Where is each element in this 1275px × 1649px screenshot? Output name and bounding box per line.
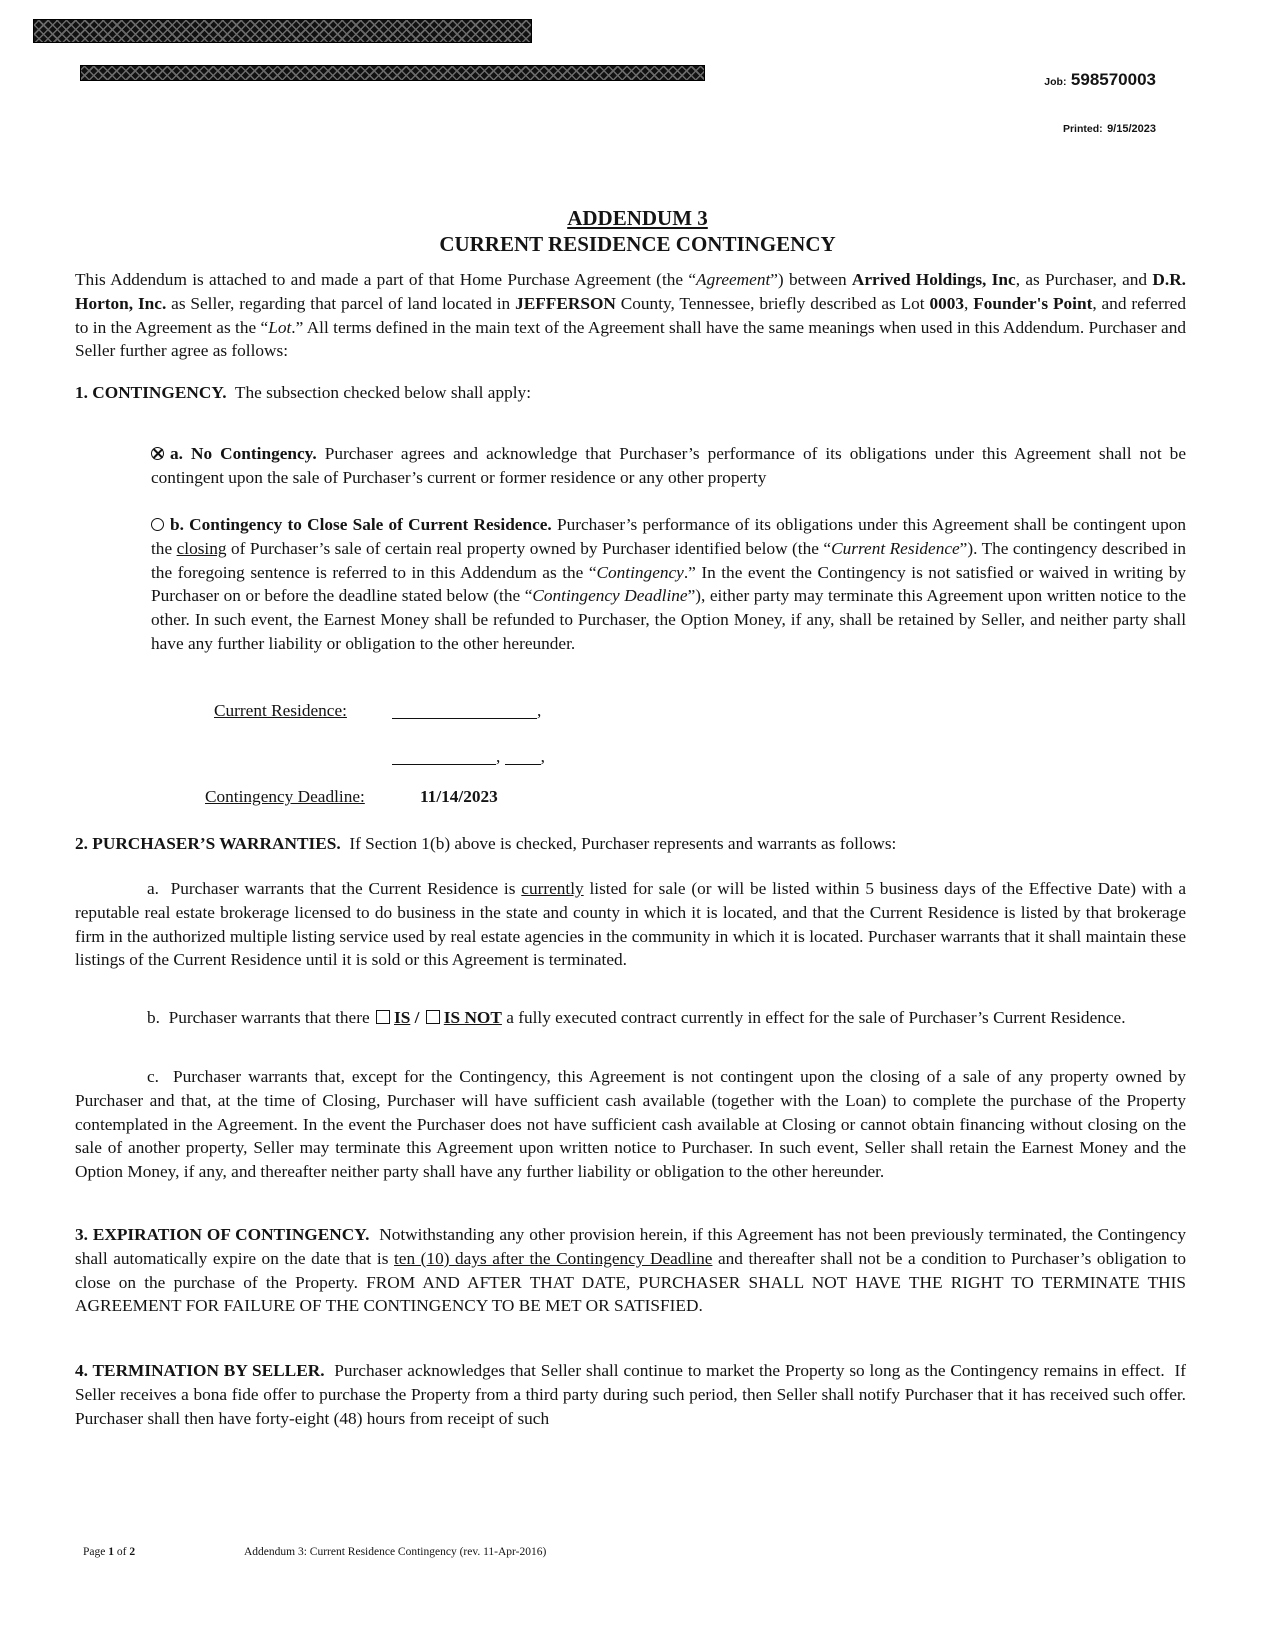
text-run: 3. EXPIRATION OF CONTINGENCY.	[75, 1225, 370, 1244]
text-run: 4. TERMINATION BY SELLER.	[75, 1361, 325, 1380]
radio-unchecked-icon[interactable]	[151, 518, 164, 531]
text-run: This Addendum is attached to and made a part of that Home Purchase Agreement (the “	[75, 270, 697, 289]
warranty-b-post: a fully executed contract currently in effect for the sale of Purchaser’s Current Residence.	[506, 1008, 1126, 1027]
text-run: , as Purchaser, and	[1015, 270, 1153, 289]
text-run: Current Residence	[831, 538, 960, 558]
is-not-label: IS NOT	[443, 1008, 502, 1027]
text-run: ten (10) days after the Contingency Deadline	[394, 1248, 713, 1268]
warranty-c	[75, 1065, 1186, 1184]
page-total: 2	[129, 1546, 136, 1558]
text-run: b. Contingency to Close Sale of Current Residence.	[170, 515, 552, 534]
is-not-checkbox[interactable]	[426, 1010, 440, 1024]
printed-date	[1063, 119, 1156, 137]
text-run: 0003	[929, 293, 965, 313]
option-b-text	[151, 515, 1186, 653]
text-run: ,	[964, 293, 974, 313]
current-residence-label: Current Residence:	[214, 701, 347, 720]
contingency-deadline-value: 11/14/2023	[420, 787, 498, 806]
job-value: 598570003	[1070, 70, 1156, 89]
section-1-heading	[75, 381, 1186, 405]
text-run: Purchaser’s performance of its obligations under this Agreement shall be contingent upon the	[151, 515, 1186, 558]
text-run: a. No Contingency.	[170, 444, 317, 463]
page-word: Page	[83, 1546, 106, 1558]
warranty-a	[75, 877, 1186, 972]
text-run: .” In the event the Contingency is not satisfied or waived in writing by Purchaser on or before the deadline stated below (the “	[151, 562, 1186, 606]
current-residence-city-state[interactable]: , ,	[392, 747, 545, 767]
text-run: Notwithstanding any other provision herein, if this Agreement has not been previously terminated, the Contingency shall automatically expire on the date that is	[75, 1225, 1186, 1268]
text-run: Arrived Holdings, Inc	[851, 270, 1016, 289]
text-run: County, Tennessee, briefly described as Lot	[615, 293, 930, 313]
printed-value: 9/15/2023	[1107, 123, 1156, 135]
state-blank[interactable]	[505, 748, 541, 765]
section-2-heading	[75, 832, 1186, 856]
contingency-deadline-label: Contingency Deadline:	[205, 787, 365, 806]
text-run: Contingency Deadline	[532, 586, 688, 606]
text-run: , and referred to in the Agreement as the “	[75, 293, 1186, 337]
job-label: Job:	[1044, 76, 1067, 88]
text-run: Agreement	[696, 270, 771, 289]
section-2-text: If Section 1(b) above is checked, Purchaser represents and warrants as follows:	[349, 834, 897, 853]
text-run: .” All terms defined in the main text of the Agreement shall have the same meanings when used in this Addendum. Purchaser and Seller further agree as follows:	[75, 317, 1186, 361]
redaction-bar-top	[33, 19, 532, 43]
radio-checked-icon[interactable]	[151, 447, 164, 460]
text-run: D.R. Horton, Inc.	[75, 270, 1186, 313]
option-b-contingency[interactable]	[151, 513, 1186, 656]
intro-paragraph	[75, 268, 1186, 363]
text-run: c. Purchaser warrants that, except for the Contingency, this Agreement is not contingent upon the closing of a sale of any property owned by Purchaser and that, at the time of Closing, Purchaser will have sufficient cash available (together with the Loan) to complete the purchase of the Property contemplated in the Agreement. In the event the Purchaser does not have sufficient cash available at Closing or cannot obtain financing without closing on the sale of another property, Seller may terminate this Agreement upon written notice to Purchaser. In such event, Seller shall retain the Earnest Money and the Option Money, if any, and thereafter neither party shall have any further liability or obligation to the other hereunder.	[75, 1067, 1186, 1182]
printed-label: Printed:	[1062, 123, 1103, 135]
section-2-title: 2. PURCHASER’S WARRANTIES.	[75, 834, 341, 853]
option-a-no-contingency[interactable]	[151, 442, 1186, 490]
city-blank[interactable]	[392, 748, 496, 765]
text-run: closing	[176, 538, 227, 558]
form-name: Addendum 3: Current Residence Contingency (rev. 11-Apr-2016)	[244, 1546, 547, 1558]
addendum-subtitle: CURRENT RESIDENCE CONTINGENCY	[439, 232, 836, 256]
of-word: of	[116, 1546, 127, 1558]
text-run: listed for sale (or will be listed within 5 business days of the Effective Date) with a reputable real estate brokerage licensed to do business in the state and county in which it is located, and that the Current Residence is listed by that brokerage firm in the authorized multiple listing service used by real estate agencies in the community in which it is located. Purchaser warrants that it shall maintain these listings of the Current Residence until it is sold or this Agreement is terminated.	[75, 879, 1186, 970]
section-1-title: 1. CONTINGENCY.	[75, 383, 227, 402]
text-run: ”). The contingency described in the foregoing sentence is referred to in this Addendum as the “	[151, 538, 1186, 582]
text-run: Contingency	[596, 562, 684, 582]
text-run: currently	[521, 879, 584, 898]
text-run: a. Purchaser warrants that the Current Residence is	[147, 879, 522, 898]
page-number	[83, 1546, 135, 1558]
text-run: Purchaser agrees and acknowledge that Purchaser’s performance of its obligations under this Agreement shall not be contingent upon the sale of Purchaser’s current or former residence or any other property	[151, 444, 1186, 487]
warranty-b	[75, 1006, 1186, 1030]
section-1-text: The subsection checked below shall apply:	[234, 383, 531, 402]
job-number	[1044, 70, 1156, 90]
text-run: of Purchaser’s sale of certain real property owned by Purchaser identified below (the “	[226, 538, 832, 558]
warranty-b-pre: b. Purchaser warrants that there	[147, 1008, 370, 1027]
text-run: JEFFERSON	[515, 293, 616, 313]
text-run: Founder's Point	[973, 293, 1093, 313]
page-current: 1	[108, 1546, 114, 1558]
current-residence-field[interactable]: ,	[392, 701, 541, 721]
option-a-text	[151, 444, 1186, 487]
text-run: and thereafter shall not be a condition to Purchaser’s obligation to close on the purchase of the Property. FROM AND AFTER THAT DATE, PURCHASER SHALL NOT HAVE THE RIGHT TO TERMINATE THIS AGREEMENT FOR FAILURE OF THE CONTINGENCY TO BE MET OR SATISFIED.	[75, 1248, 1187, 1316]
is-label: IS	[393, 1008, 411, 1027]
is-slash: /	[414, 1008, 420, 1027]
is-checkbox[interactable]	[376, 1010, 390, 1024]
section-3-expiration	[75, 1223, 1186, 1318]
redaction-bar-address	[80, 65, 705, 81]
addendum-title: ADDENDUM 3	[567, 206, 708, 230]
text-run: ”), either party may terminate this Agreement upon written notice to the other. In such event, the Earnest Money shall be refunded to Purchaser, the Option Money, if any, shall be retained by Seller, and neither party shall have any further liability or obligation to the other hereunder.	[151, 586, 1186, 653]
current-residence-blank[interactable]	[392, 702, 537, 719]
text-run: ”) between	[770, 270, 852, 289]
text-run: Lot	[268, 317, 292, 337]
text-run: Purchaser acknowledges that Seller shall continue to market the Property so long as the Contingency remains in effect. If Seller receives a bona fide offer to purchase the Property from a third party during such period, then Seller shall notify Purchaser that it has received such offer. Purchaser shall then have forty-eight (48) hours from receipt of such	[75, 1361, 1186, 1428]
section-4-termination	[75, 1359, 1186, 1430]
text-run: as Seller, regarding that parcel of land located in	[166, 293, 516, 313]
